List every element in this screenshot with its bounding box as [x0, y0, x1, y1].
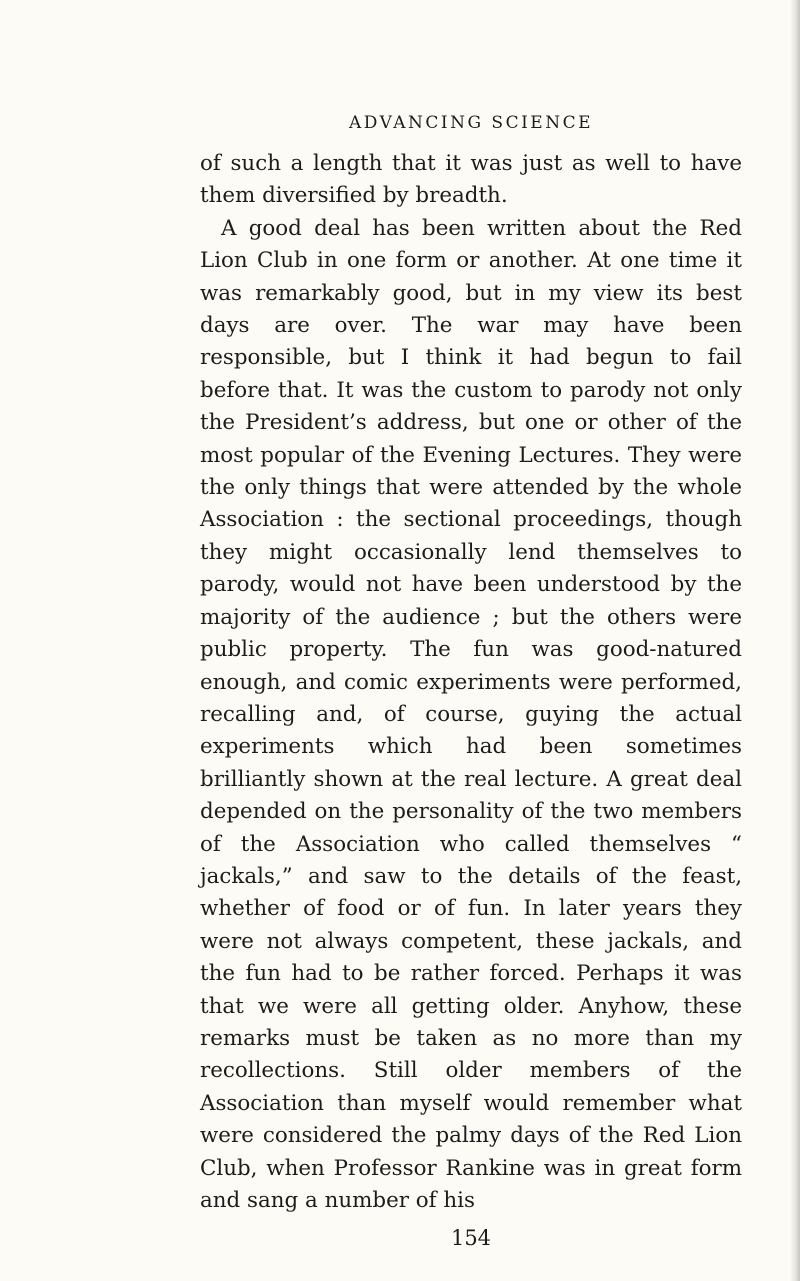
book-page: [200, 108, 742, 1253]
page-number: 154: [450, 1226, 492, 1251]
body-text: [200, 148, 742, 1217]
paragraph-red-lion-club: A good deal has been written about the Red Lion Club in one form or another. At one time it was remarkably good, but in my view its best days are over. The war may have been responsible, but I think it had begun to fail before that. It was the custom to parody not only the President’s address, but one or other of the most popular of the Evening Lectures. They were the only things that were attended by the whole Association : the sectional proceedings, though they might occasionally lend themselves to parody, would not have been understood by the majority of the audience ; but the others were public property. The fun was good-natured enough, and comic experiments were performed, recalling and, of course, guying the actual experiments which had been sometimes brilliantly shown at the real lecture. A great deal depended on the personality of the two members of the Association who called themselves “ jackals,” and saw to the details of the feast, whether of food or of fun. In later years they were not always competent, these jackals, and the fun had to be rather forced. Perhaps it was that we were all getting older. Anyhow, these remarks must be taken as no more than my recollections. Still older members of the Association than myself would remember what were considered the palmy days of the Red Lion Club, when Professor Rankine was in great form and sang a number of his: [200, 215, 742, 1213]
running-head: ADVANCING SCIENCE: [348, 113, 594, 133]
paragraph-continued: of such a length that it was just as well to have them diversified by breadth.: [200, 151, 742, 209]
page-edge-shadow: [790, 0, 800, 1281]
